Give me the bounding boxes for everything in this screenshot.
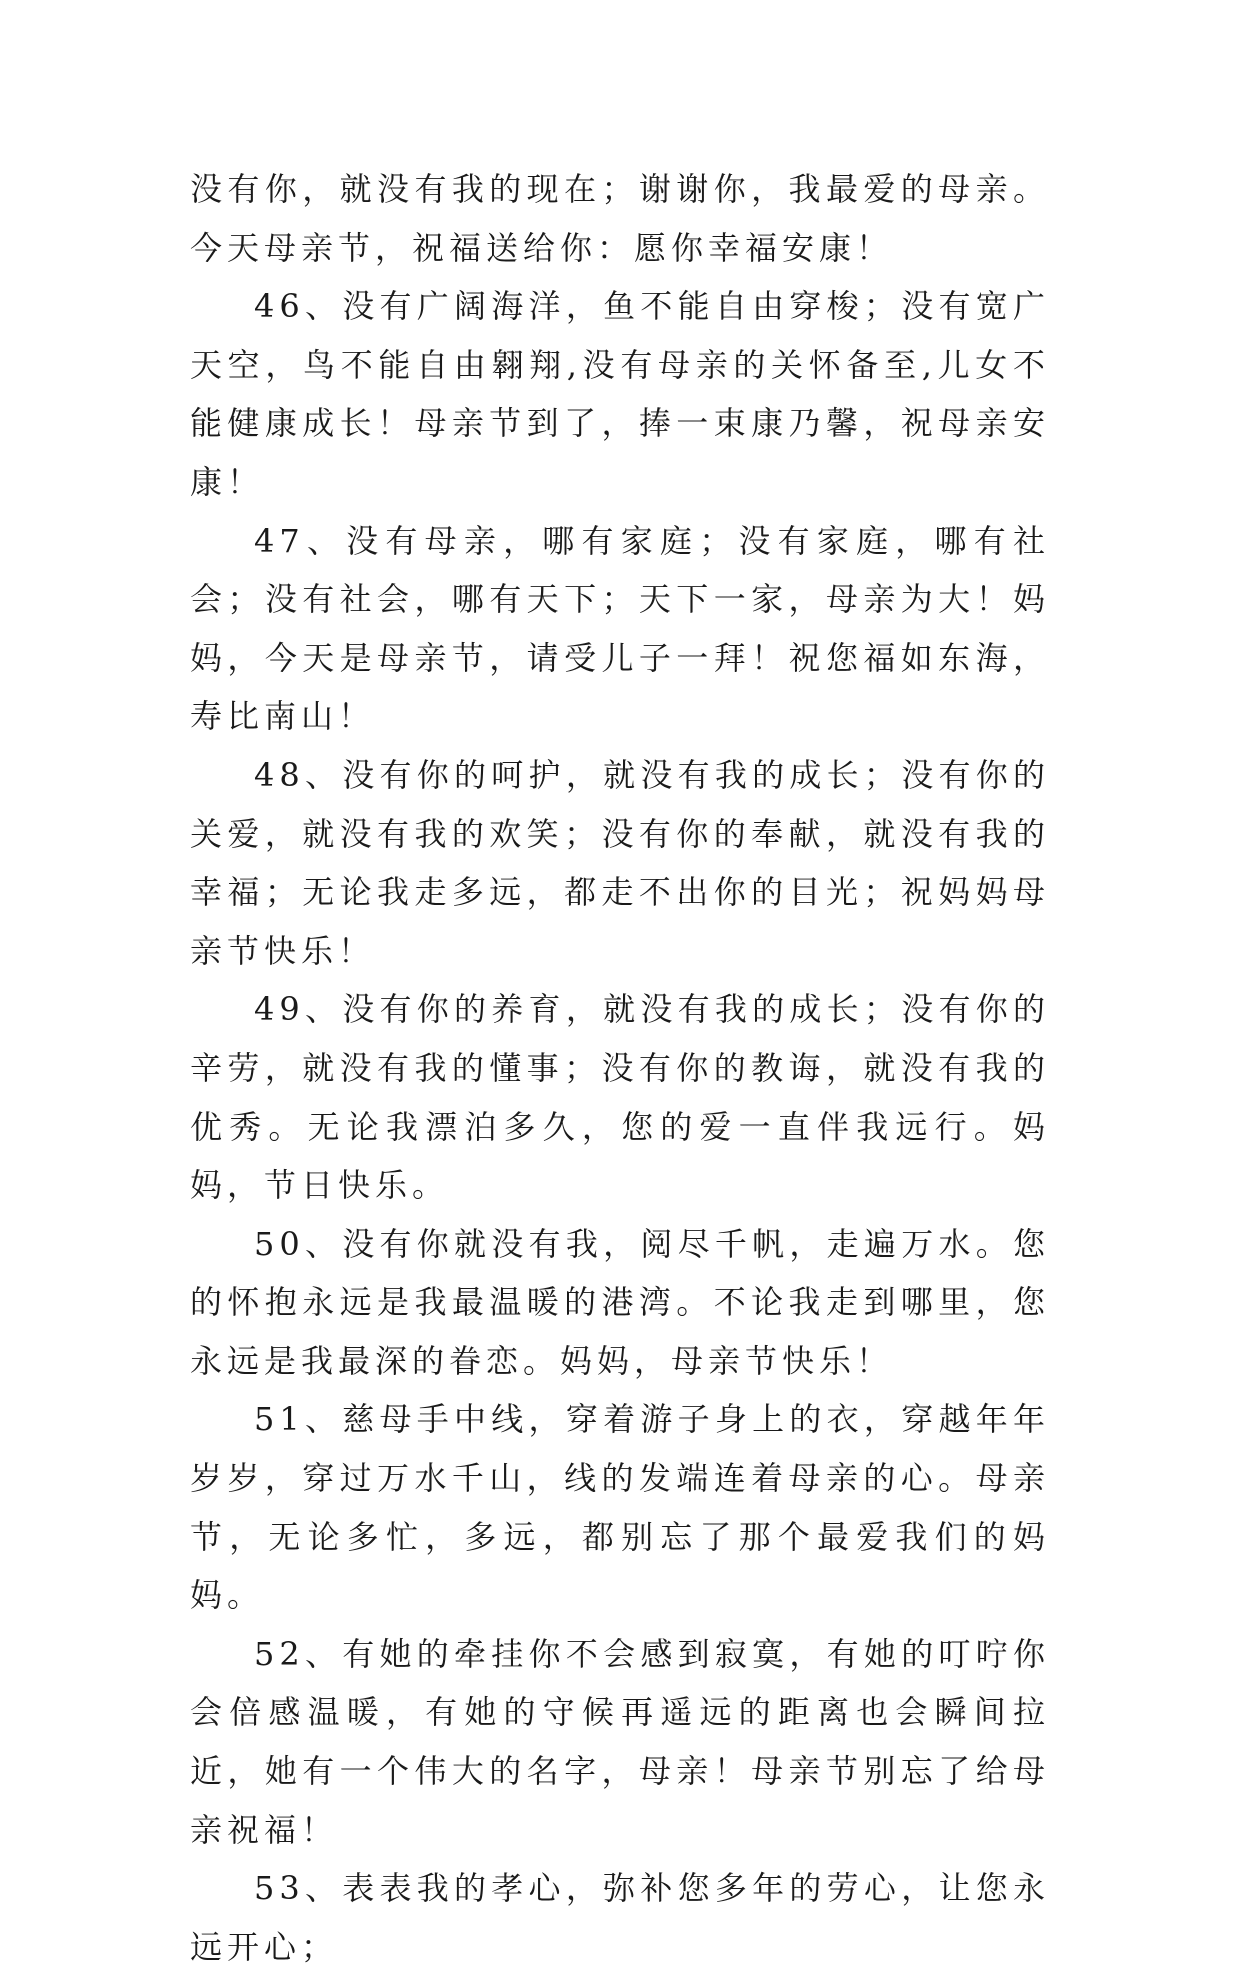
document-body xyxy=(190,160,1050,1976)
paragraph-48: 48、没有你的呵护，就没有我的成长；没有你的关爱，就没有我的欢笑；没有你的奉献，就没有我的幸福；无论我走多远，都走不出你的目光；祝妈妈母亲节快乐！ xyxy=(190,755,1050,970)
paragraph-46: 46、没有广阔海洋，鱼不能自由穿梭；没有宽广天空，鸟不能自由翱翔,没有母亲的关怀备至,儿女不能健康成长！母亲节到了，捧一束康乃馨，祝母亲安康！ xyxy=(190,287,1050,501)
paragraph-47: 47、没有母亲，哪有家庭；没有家庭，哪有社会；没有社会，哪有天下；天下一家，母亲为大！妈妈，今天是母亲节，请受儿子一拜！祝您福如东海，寿比南山！ xyxy=(190,521,1050,736)
paragraph-50: 50、没有你就没有我，阅尽千帆，走遍万水。您的怀抱永远是我最温暖的港湾。不论我走到哪里，您永远是我最深的眷恋。妈妈，母亲节快乐！ xyxy=(190,1224,1050,1380)
paragraph-continued: 没有你，就没有我的现在；谢谢你，我最爱的母亲。今天母亲节，祝福送给你：愿你幸福安康！ xyxy=(190,170,1050,267)
paragraph-52: 52、有她的牵挂你不会感到寂寞，有她的叮咛你会倍感温暖，有她的守候再遥远的距离也会瞬间拉近，她有一个伟大的名字，母亲！母亲节别忘了给母亲祝福！ xyxy=(190,1634,1050,1849)
paragraph-51: 51、慈母手中线，穿着游子身上的衣，穿越年年岁岁，穿过万水千山，线的发端连着母亲的心。母亲节，无论多忙，多远，都别忘了那个最爱我们的妈妈。 xyxy=(190,1400,1050,1615)
paragraph-53: 53、表表我的孝心，弥补您多年的劳心，让您永远开心； xyxy=(190,1869,1050,1966)
paragraph-49: 49、没有你的养育，就没有我的成长；没有你的辛劳，就没有我的懂事；没有你的教诲，就没有我的优秀。无论我漂泊多久，您的爱一直伴我远行。妈妈，节日快乐。 xyxy=(190,990,1050,1205)
